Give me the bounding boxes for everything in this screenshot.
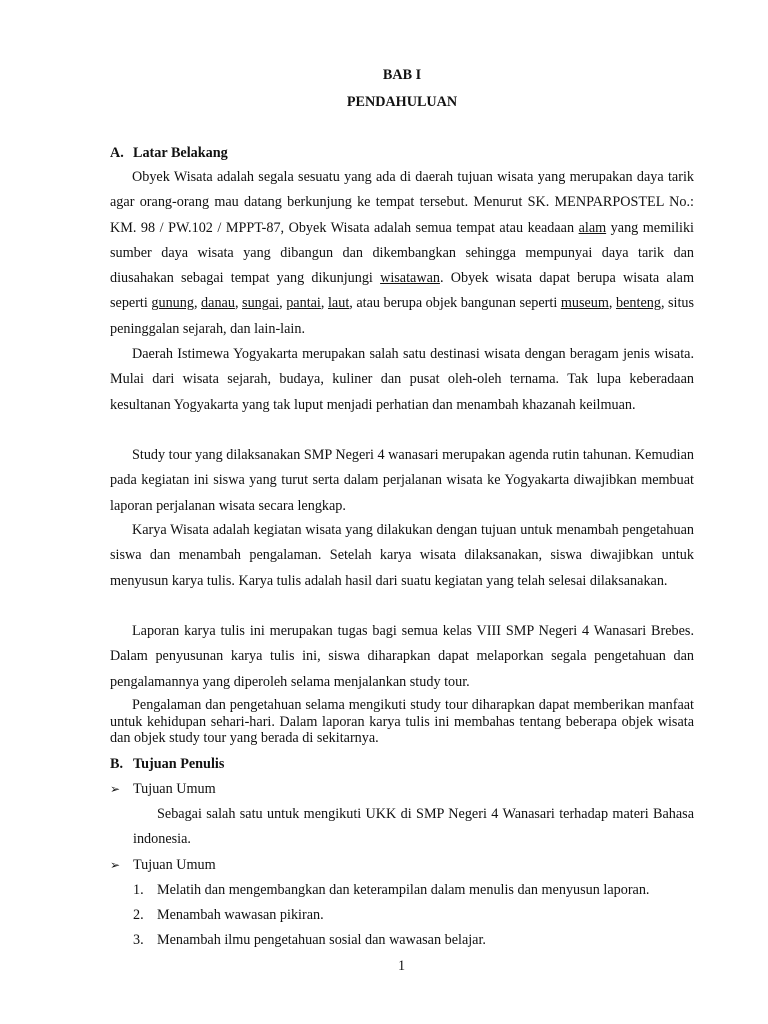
page-number: 1 [398, 958, 406, 974]
section-a-title: Latar Belakang [133, 145, 228, 161]
section-a-heading [110, 145, 228, 162]
list-item-number: 1. [133, 882, 144, 898]
list-item-text: Menambah ilmu pengetahuan sosial dan wawasan belajar. [157, 932, 486, 948]
section-a-number: A. [110, 145, 124, 161]
paragraph-6 [110, 697, 694, 747]
section-b-heading [110, 756, 224, 773]
paragraph-5 [110, 619, 694, 695]
paragraph-2-text: Daerah Istimewa Yogyakarta merupakan salah satu destinasi wisata dengan beragam jenis wisata. Mulai dari wisata sejarah, budaya, kuliner dan pusat oleh-oleh ternama. Tak lupa keberadaan kesultanan Yogyakarta yang tak luput menjadi perhatian dan menambah khazanah keilmuan. [110, 346, 694, 413]
link-museum[interactable]: museum [560, 295, 609, 312]
arrow-bullet-icon: ➢ [110, 858, 121, 872]
paragraph-1-sep: , [234, 295, 243, 312]
paragraph-3-text: Study tour yang dilaksanakan SMP Negeri 4 wanasari merupakan agenda rutin tahunan. Kemudian pada kegiatan ini siswa yang turut serta dalam perjalanan wisata ke Yogyakarta diwajibkan membuat laporan perjalanan wisata secara lengkap. [110, 447, 694, 514]
paragraph-1 [110, 165, 694, 342]
link-danau[interactable]: danau [201, 295, 235, 312]
paragraph-1-text-5: , situs peninggalan sejarah, dan lain-lain. [110, 295, 695, 337]
paragraph-1-sep: , [608, 295, 617, 312]
paragraph-6-text: Pengalaman dan pengetahuan selama mengikuti study tour diharapkan dapat memberikan manfaat untuk kehidupan sehari-hari. Dalam laporan karya tulis ini membahas tentang beberapa objek wisata dan objek study tour yang berada di sekitarnya. [110, 697, 694, 746]
list-item [133, 882, 649, 899]
list-item-number: 2. [133, 907, 144, 923]
link-wisatawan[interactable]: wisatawan [380, 270, 440, 287]
bullet-label: Tujuan Umum [133, 781, 216, 797]
chapter-title: PENDAHULUAN [346, 94, 458, 110]
link-pantai[interactable]: pantai [286, 295, 321, 312]
bullet-label: Tujuan Umum [133, 857, 216, 873]
link-sungai[interactable]: sungai [242, 295, 280, 312]
bullet-tujuan-umum-1 [110, 781, 216, 798]
list-item-text: Melatih dan mengembangkan dan keterampilan dalam menulis dan menyusun laporan. [157, 882, 650, 898]
list-item-number: 3. [133, 932, 144, 948]
link-gunung[interactable]: gunung [151, 295, 194, 312]
paragraph-3 [110, 443, 694, 519]
paragraph-1-text-1: Obyek Wisata adalah segala sesuatu yang ada di daerah tujuan wisata yang merupakan daya tarik agar orang-orang mau datang berkunjung ke tempat tersebut. Menurut SK. MENPARPOSTEL No.: KM. 98 / PW.102 / MPPT-87, Obyek Wisata adalah semua tempat atau keadaan [110, 169, 694, 236]
paragraph-4 [110, 518, 694, 594]
paragraph-1-text-2: yang memiliki sumber daya wisata yang dibangun dan dikembangkan sehingga mempunyai daya tarik dan diusahakan sebagai tempat yang dikunjungi [110, 219, 694, 287]
chapter-number: BAB I [382, 67, 422, 83]
paragraph-4-text: Karya Wisata adalah kegiatan wisata yang dilakukan dengan tujuan untuk menambah pengetahuan siswa dan menambah pengalaman. Setelah karya wisata dilaksanakan, siswa diwajibkan untuk menyusun karya tulis. Karya tulis adalah hasil dari suatu kegiatan yang telah selesai dilaksanakan. [110, 522, 694, 589]
bullet-1-text: Sebagai salah satu untuk mengikuti UKK di SMP Negeri 4 Wanasari terhadap materi Bahasa indonesia. [133, 806, 694, 848]
list-item [133, 907, 324, 924]
paragraph-1-text-3: . Obyek wisata dapat berupa wisata alam seperti [110, 270, 694, 312]
link-benteng[interactable]: benteng [616, 295, 661, 312]
paragraph-1-sep: , [193, 295, 202, 312]
list-item [133, 932, 486, 949]
link-alam[interactable]: alam [578, 219, 607, 236]
paragraph-1-sep: , [320, 295, 328, 312]
arrow-bullet-icon: ➢ [110, 782, 121, 796]
paragraph-1-text-4: , atau berupa objek bangunan seperti [349, 295, 561, 312]
paragraph-5-text: Laporan karya tulis ini merupakan tugas bagi semua kelas VIII SMP Negeri 4 Wanasari Brebes. Dalam penyusunan karya tulis ini, siswa diharapkan dapat melaporkan segala pengetahuan dan pengalamannya yang diperoleh selama menjalankan study tour. [110, 623, 694, 690]
paragraph-1-sep: , [279, 295, 287, 312]
link-laut[interactable]: laut [327, 295, 350, 312]
bullet-1-paragraph [133, 802, 694, 853]
paragraph-2 [110, 342, 694, 418]
section-b-title: Tujuan Penulis [133, 756, 225, 772]
list-item-text: Menambah wawasan pikiran. [157, 907, 324, 923]
bullet-tujuan-umum-2 [110, 857, 216, 874]
section-b-number: B. [110, 756, 124, 772]
